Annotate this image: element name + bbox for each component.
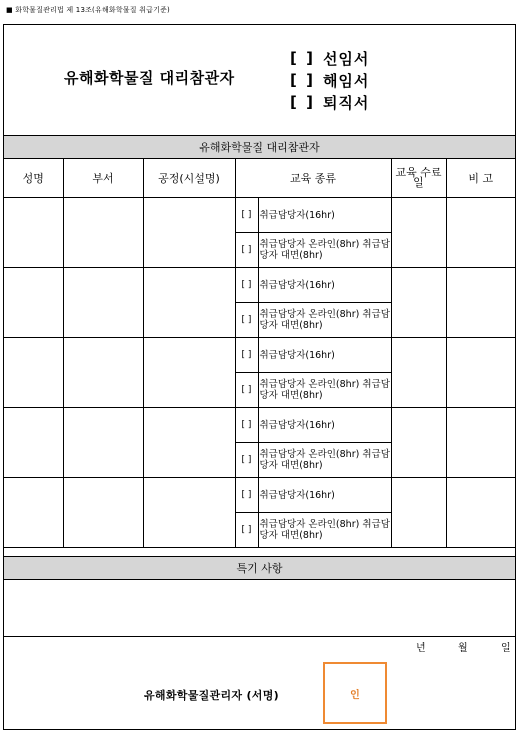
form-title: 유해화학물질 대리참관자: [64, 69, 235, 87]
special-notes-area[interactable]: [4, 580, 515, 637]
form-heading: [4, 25, 515, 135]
course-label: 취급담당자 온라인(8hr) 취급담당자 대면(8hr): [258, 513, 391, 548]
process-cell[interactable]: [143, 478, 235, 548]
option-checkbox[interactable]: [ ]: [290, 71, 315, 89]
section-title-bar: 유해화학물질 대리참관자: [4, 135, 515, 159]
option-checkbox[interactable]: [ ]: [290, 49, 315, 67]
remarks-cell[interactable]: [446, 408, 515, 478]
date-year: 년: [416, 643, 426, 654]
dept-cell[interactable]: [63, 268, 143, 338]
form-type-options: [290, 47, 369, 113]
edu-date-cell[interactable]: [391, 478, 446, 548]
col-remarks: 비 고: [446, 159, 515, 198]
signature-stamp-box[interactable]: [323, 662, 387, 724]
option-appointment[interactable]: [290, 47, 369, 69]
option-resignation[interactable]: [290, 91, 369, 113]
date-month: 월: [458, 643, 468, 654]
table-row: [4, 408, 515, 443]
option-dismissal[interactable]: [290, 69, 369, 91]
course-label: 취급담당자 온라인(8hr) 취급담당자 대면(8hr): [258, 443, 391, 478]
course-checkbox[interactable]: [ ]: [235, 373, 258, 408]
course-label: 취급담당자 온라인(8hr) 취급담당자 대면(8hr): [258, 233, 391, 268]
course-label: 취급담당자(16hr): [258, 408, 391, 443]
option-checkbox[interactable]: [ ]: [290, 93, 315, 111]
col-dept: 부서: [63, 159, 143, 198]
name-cell[interactable]: [4, 338, 63, 408]
table-row: [4, 268, 515, 303]
remarks-cell[interactable]: [446, 268, 515, 338]
special-notes-bar: 특기 사항: [4, 556, 515, 580]
edu-date-cell[interactable]: [391, 338, 446, 408]
dept-cell[interactable]: [63, 198, 143, 268]
dept-cell[interactable]: [63, 338, 143, 408]
name-cell[interactable]: [4, 268, 63, 338]
edu-date-cell[interactable]: [391, 198, 446, 268]
course-label: 취급담당자(16hr): [258, 198, 391, 233]
option-label: 퇴직서: [322, 93, 370, 112]
course-label: 취급담당자(16hr): [258, 478, 391, 513]
process-cell[interactable]: [143, 198, 235, 268]
name-cell[interactable]: [4, 198, 63, 268]
dept-cell[interactable]: [63, 478, 143, 548]
form-frame: [3, 24, 516, 730]
course-checkbox[interactable]: [ ]: [235, 478, 258, 513]
course-label: 취급담당자(16hr): [258, 338, 391, 373]
remarks-cell[interactable]: [446, 338, 515, 408]
course-checkbox[interactable]: [ ]: [235, 198, 258, 233]
process-cell[interactable]: [143, 408, 235, 478]
process-cell[interactable]: [143, 338, 235, 408]
edu-date-cell[interactable]: [391, 408, 446, 478]
course-checkbox[interactable]: [ ]: [235, 233, 258, 268]
col-education: 교육 종류: [235, 159, 391, 198]
course-checkbox[interactable]: [ ]: [235, 338, 258, 373]
option-label: 해임서: [322, 71, 370, 90]
stamp-label: 인: [350, 689, 360, 701]
remarks-cell[interactable]: [446, 198, 515, 268]
table-row: [4, 198, 515, 233]
course-label: 취급담당자(16hr): [258, 268, 391, 303]
course-label: 취급담당자 온라인(8hr) 취급담당자 대면(8hr): [258, 303, 391, 338]
col-edu-date: 교육 수료일: [391, 159, 446, 198]
course-checkbox[interactable]: [ ]: [235, 268, 258, 303]
col-process: 공정(시설명): [143, 159, 235, 198]
table-header-row: [4, 159, 515, 198]
col-name: 성명: [4, 159, 63, 198]
signature-label: 유해화학물질관리자 (서명): [144, 689, 279, 702]
remarks-cell[interactable]: [446, 478, 515, 548]
name-cell[interactable]: [4, 408, 63, 478]
course-checkbox[interactable]: [ ]: [235, 513, 258, 548]
table-row: [4, 478, 515, 513]
name-cell[interactable]: [4, 478, 63, 548]
course-label: 취급담당자 온라인(8hr) 취급담당자 대면(8hr): [258, 373, 391, 408]
course-checkbox[interactable]: [ ]: [235, 443, 258, 478]
process-cell[interactable]: [143, 268, 235, 338]
top-note: ■ 화학물질관리법 제 13조(유해화학물질 취급기준): [6, 6, 170, 14]
option-label: 선임서: [322, 49, 370, 68]
proxy-table: [4, 159, 515, 548]
course-checkbox[interactable]: [ ]: [235, 408, 258, 443]
date-day: 일: [501, 643, 511, 654]
course-checkbox[interactable]: [ ]: [235, 303, 258, 338]
table-row: [4, 338, 515, 373]
edu-date-cell[interactable]: [391, 268, 446, 338]
dept-cell[interactable]: [63, 408, 143, 478]
